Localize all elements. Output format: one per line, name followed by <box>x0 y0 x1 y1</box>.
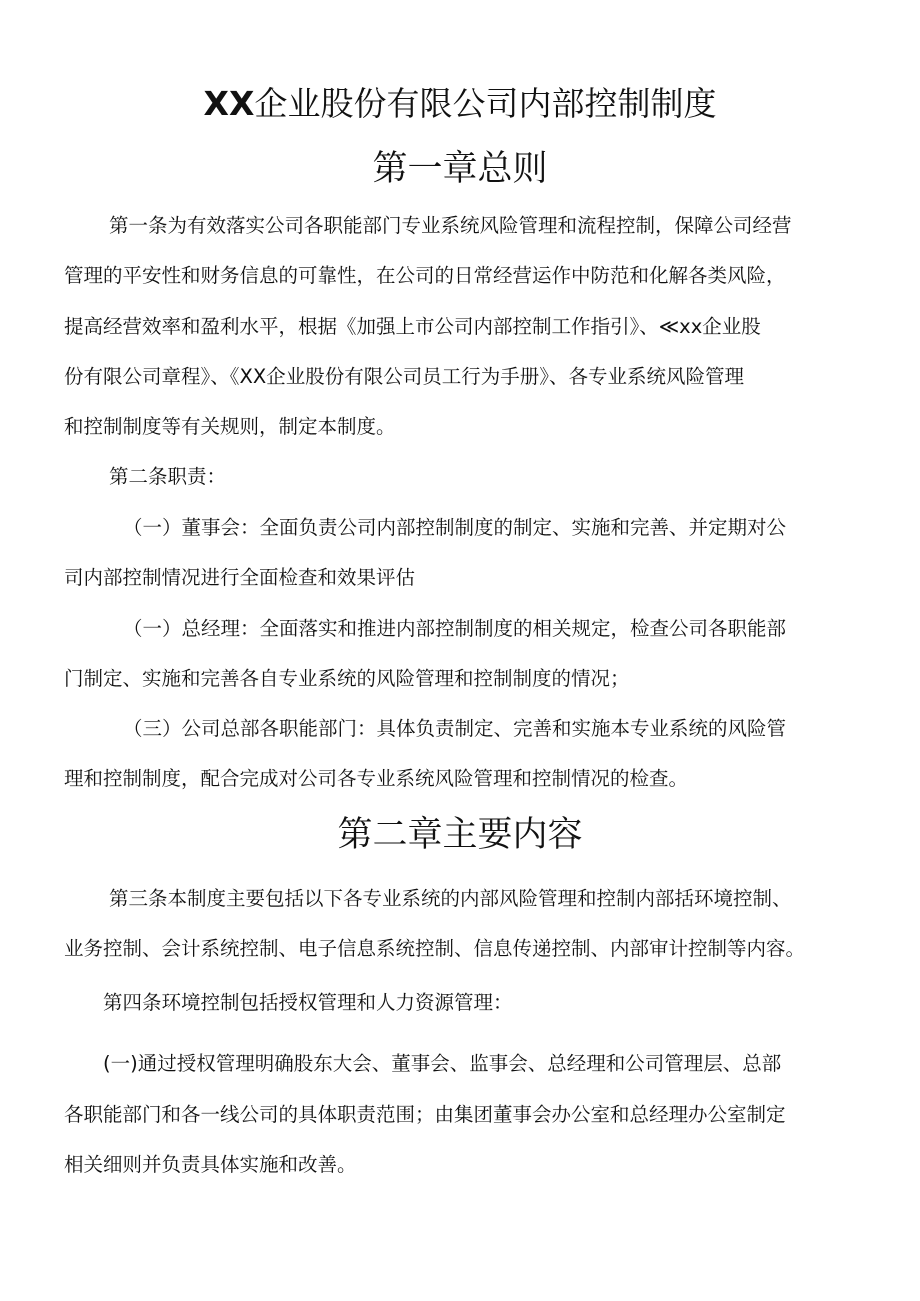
duty-departments-line: 理和控制制度，配合完成对公司各专业系统风险管理和控制情况的检查。 <box>64 767 689 790</box>
document-title-text: 企业股份有限公司内部控制制度 <box>254 84 717 123</box>
duty-manager-line: 门制定、实施和完善各自专业系统的风险管理和控制制度的情况； <box>64 667 630 690</box>
article-4-item-line: (一)通过授权管理明确股东大会、董事会、监事会、总经理和公司管理层、总部 <box>103 1052 782 1075</box>
article-1-line: 管理的平安性和财务信息的可靠性，在公司的日常经营运作中防范和化解各类风险， <box>64 264 786 287</box>
article-4-item-line: 相关细则并负责具体实施和改善。 <box>64 1153 357 1176</box>
article-3-line: 第三条本制度主要包括以下各专业系统的内部风险管理和控制内部括环境控制、 <box>109 887 792 910</box>
duty-manager-line: （一）总经理：全面落实和推进内部控制制度的相关规定，检查公司各职能部 <box>123 617 787 640</box>
duty-board-line: （一）董事会：全面负责公司内部控制制度的制定、实施和完善、并定期对公 <box>123 516 787 539</box>
article-2-heading: 第二条职责： <box>109 465 227 488</box>
article-1-line: 和控制制度等有关规则，制定本制度。 <box>64 415 396 438</box>
article-1-line: 份有限公司章程》、《XX企业股份有限公司员工行为手册》、各专业系统风险管理 <box>64 365 744 388</box>
chapter-1-heading: 第一章总则 <box>372 149 548 189</box>
article-4-heading: 第四条环境控制包括授权管理和人力资源管理： <box>103 991 513 1014</box>
article-4-item-line: 各职能部门和各一线公司的具体职责范围；由集团董事会办公室和总经理办公室制定 <box>64 1103 786 1126</box>
document-title-prefix: XX <box>203 84 255 123</box>
document-title <box>0 78 920 125</box>
article-1-line: 第一条为有效落实公司各职能部门专业系统风险管理和流程控制，保障公司经营 <box>109 214 792 237</box>
article-3-line: 业务控制、会计系统控制、电子信息系统控制、信息传递控制、内部审计控制等内容。 <box>64 937 806 960</box>
duty-board-line: 司内部控制情况进行全面检查和效果评估 <box>64 566 416 589</box>
duty-departments-line: （三）公司总部各职能部门：具体负责制定、完善和实施本专业系统的风险管 <box>123 717 787 740</box>
chapter-2-heading: 第二章主要内容 <box>337 815 583 855</box>
article-1-line: 提高经营效率和盈利水平，根据《加强上市公司内部控制工作指引》、≪xx企业股 <box>64 315 761 338</box>
